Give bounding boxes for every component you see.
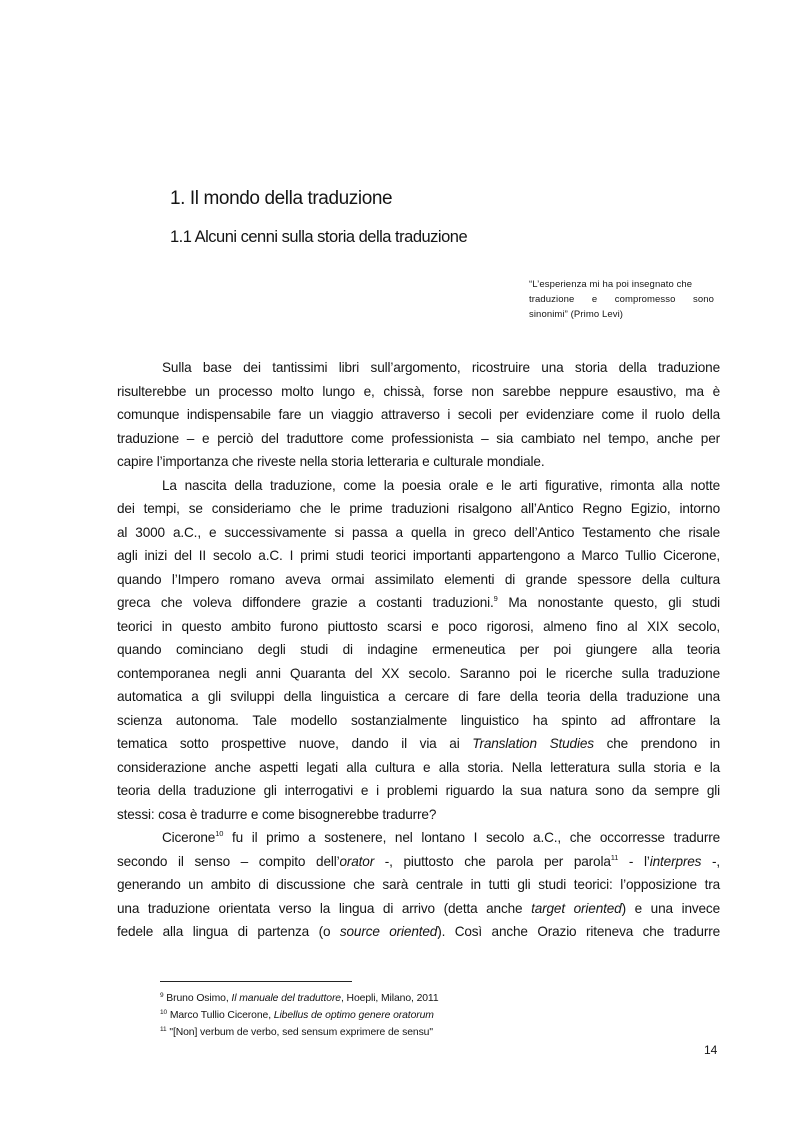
paragraph-line — [117, 920, 720, 944]
text-run: ) e una invece — [621, 900, 720, 916]
page-number: 14 — [704, 1043, 718, 1057]
paragraph-line — [117, 826, 720, 850]
footnote-10 — [160, 1007, 560, 1024]
paragraph-line: quando l’Impero romano aveva ormai assimilato elementi di grande spessore della cultura — [117, 571, 720, 587]
italic-term: Translation Studies — [472, 736, 594, 751]
footnote-ref-9: 9 — [493, 594, 498, 603]
text-run: , Hoepli, Milano, 2011 — [340, 993, 439, 1004]
footnote-11 — [160, 1024, 560, 1041]
paragraph-line: capire l’importanza che riveste nella storia letteraria e culturale mondiale. — [117, 454, 545, 469]
body-text — [117, 356, 720, 944]
paragraph-line: Sulla base dei tantissimi libri sull’argomento, ricostruire una storia della traduzione — [162, 360, 720, 375]
paragraph-line: scienza autonoma. Tale modello sostanzialmente linguistico ha spinto ad affrontare la — [117, 712, 720, 728]
text-run: "[Non] verbum de verbo, sed sensum exprimere de sensu" — [166, 1027, 433, 1038]
paragraph-line: teoria della traduzione gli interrogativi e i problemi riguardo la sua natura sono da sempre gli — [117, 783, 720, 798]
text-run: Cicerone — [162, 830, 216, 845]
footnote-number: 10 — [160, 1009, 168, 1016]
footnote-9 — [160, 990, 560, 1007]
epigraph-line: traduzione e compromesso sono — [529, 294, 714, 305]
text-run: Bruno Osimo, — [163, 993, 232, 1004]
epigraph — [529, 277, 714, 322]
italic-term: source oriented — [339, 924, 438, 939]
paragraph-line: quando cominciano degli studi di indagine ermeneutica per poi giungere alla teoria — [117, 642, 720, 657]
text-run: ). Così anche Orazio riteneva che tradurre — [437, 924, 720, 939]
footnote-ref-10: 10 — [215, 829, 224, 838]
paragraph-line: generando un ambito di discussione che sarà centrale in tutti gli studi teorici: l’opposizione tra — [117, 877, 720, 892]
text-run: una traduzione orientata verso la lingua di arrivo (detta anche — [117, 900, 532, 916]
text-run: fu il primo a sostenere, nel lontano I secolo a.C., che occorresse tradurre — [223, 830, 720, 845]
paragraph-line: considerazione anche aspetti legati alla cultura e alla storia. Nella letteratura sulla storia e la — [117, 759, 720, 775]
paragraph-line: comunque indispensabile fare un viaggio attraverso i secoli per evidenziare come il ruolo della — [117, 407, 720, 422]
italic-title: Il manuale del traduttore — [231, 993, 341, 1004]
paragraph-line: risulterebbe un processo molto lungo e, chissà, forse non sarebbe neppure esaustivo, ma è — [117, 383, 720, 399]
epigraph-line: “L’esperienza mi ha poi insegnato che — [529, 279, 693, 290]
paragraph-line: La nascita della traduzione, come la poesia orale e le arti figurative, rimonta alla notte — [162, 477, 720, 493]
footnote-divider — [160, 981, 352, 982]
chapter-title: 1. Il mondo della traduzione — [170, 188, 393, 209]
text-run: fedele alla lingua di partenza (o — [117, 924, 340, 939]
paragraph-line — [117, 850, 720, 874]
text-run: - l’ — [618, 853, 650, 869]
paragraph-line — [117, 897, 720, 921]
text-run: che prendono in — [593, 736, 720, 751]
italic-term: target oriented — [531, 900, 622, 916]
paragraph-line: teorici in questo ambito furono piuttosto scarsi e poco rigorosi, almeno fino al XIX secolo, — [117, 618, 720, 634]
paragraph-line: al 3000 a.C., e successivamente si passa a quella in greco dell’Antico Testamento che risale — [117, 524, 720, 540]
footnotes — [160, 990, 560, 1041]
paragraph-line: dei tempi, se consideriamo che le prime traduzioni risalgono all’Antico Regno Egizio, intorno — [117, 501, 720, 516]
text-run: Ma nonostante questo, gli studi — [497, 595, 720, 610]
text-run: -, piuttosto che parola per parola — [374, 853, 611, 869]
epigraph-line: sinonimi” (Primo Levi) — [529, 309, 624, 320]
paragraph-line: automatica a gli sviluppi della linguistica a cercare di fare della teoria della traduzione una — [117, 689, 720, 704]
section-title: 1.1 Alcuni cenni sulla storia della traduzione — [170, 228, 468, 246]
footnote-number: 11 — [160, 1026, 167, 1033]
text-run: Marco Tullio Cicerone, — [167, 1010, 274, 1021]
footnote-ref-11: 11 — [610, 852, 619, 862]
italic-term: interpres — [649, 853, 702, 869]
text-run: -, — [701, 853, 720, 869]
paragraph-line: stessi: cosa è tradurre e come bisognerebbe tradurre? — [117, 806, 437, 822]
footnote-number: 9 — [160, 992, 164, 999]
paragraph-line — [117, 591, 720, 615]
italic-term: orator — [339, 853, 375, 869]
paragraph-line — [117, 732, 720, 756]
paragraph-line: agli inizi del II secolo a.C. I primi studi teorici importanti appartengono a Marco Tullio Cicerone, — [117, 548, 720, 563]
italic-title: Libellus de optimo genere oratorum — [273, 1010, 434, 1021]
text-run: tematica sotto prospettive nuove, dando il via ai — [117, 736, 473, 751]
text-run: greca che voleva diffondere grazie a costanti traduzioni. — [117, 595, 494, 610]
paragraph-line: traduzione – e perciò del traduttore come professionista – sia cambiato nel tempo, anche per — [117, 430, 720, 446]
text-run: secondo il senso – compito dell’ — [117, 853, 340, 869]
paragraph-line: contemporanea negli anni Quaranta del XX secolo. Saranno poi le ricerche sulla traduzione — [117, 665, 720, 681]
